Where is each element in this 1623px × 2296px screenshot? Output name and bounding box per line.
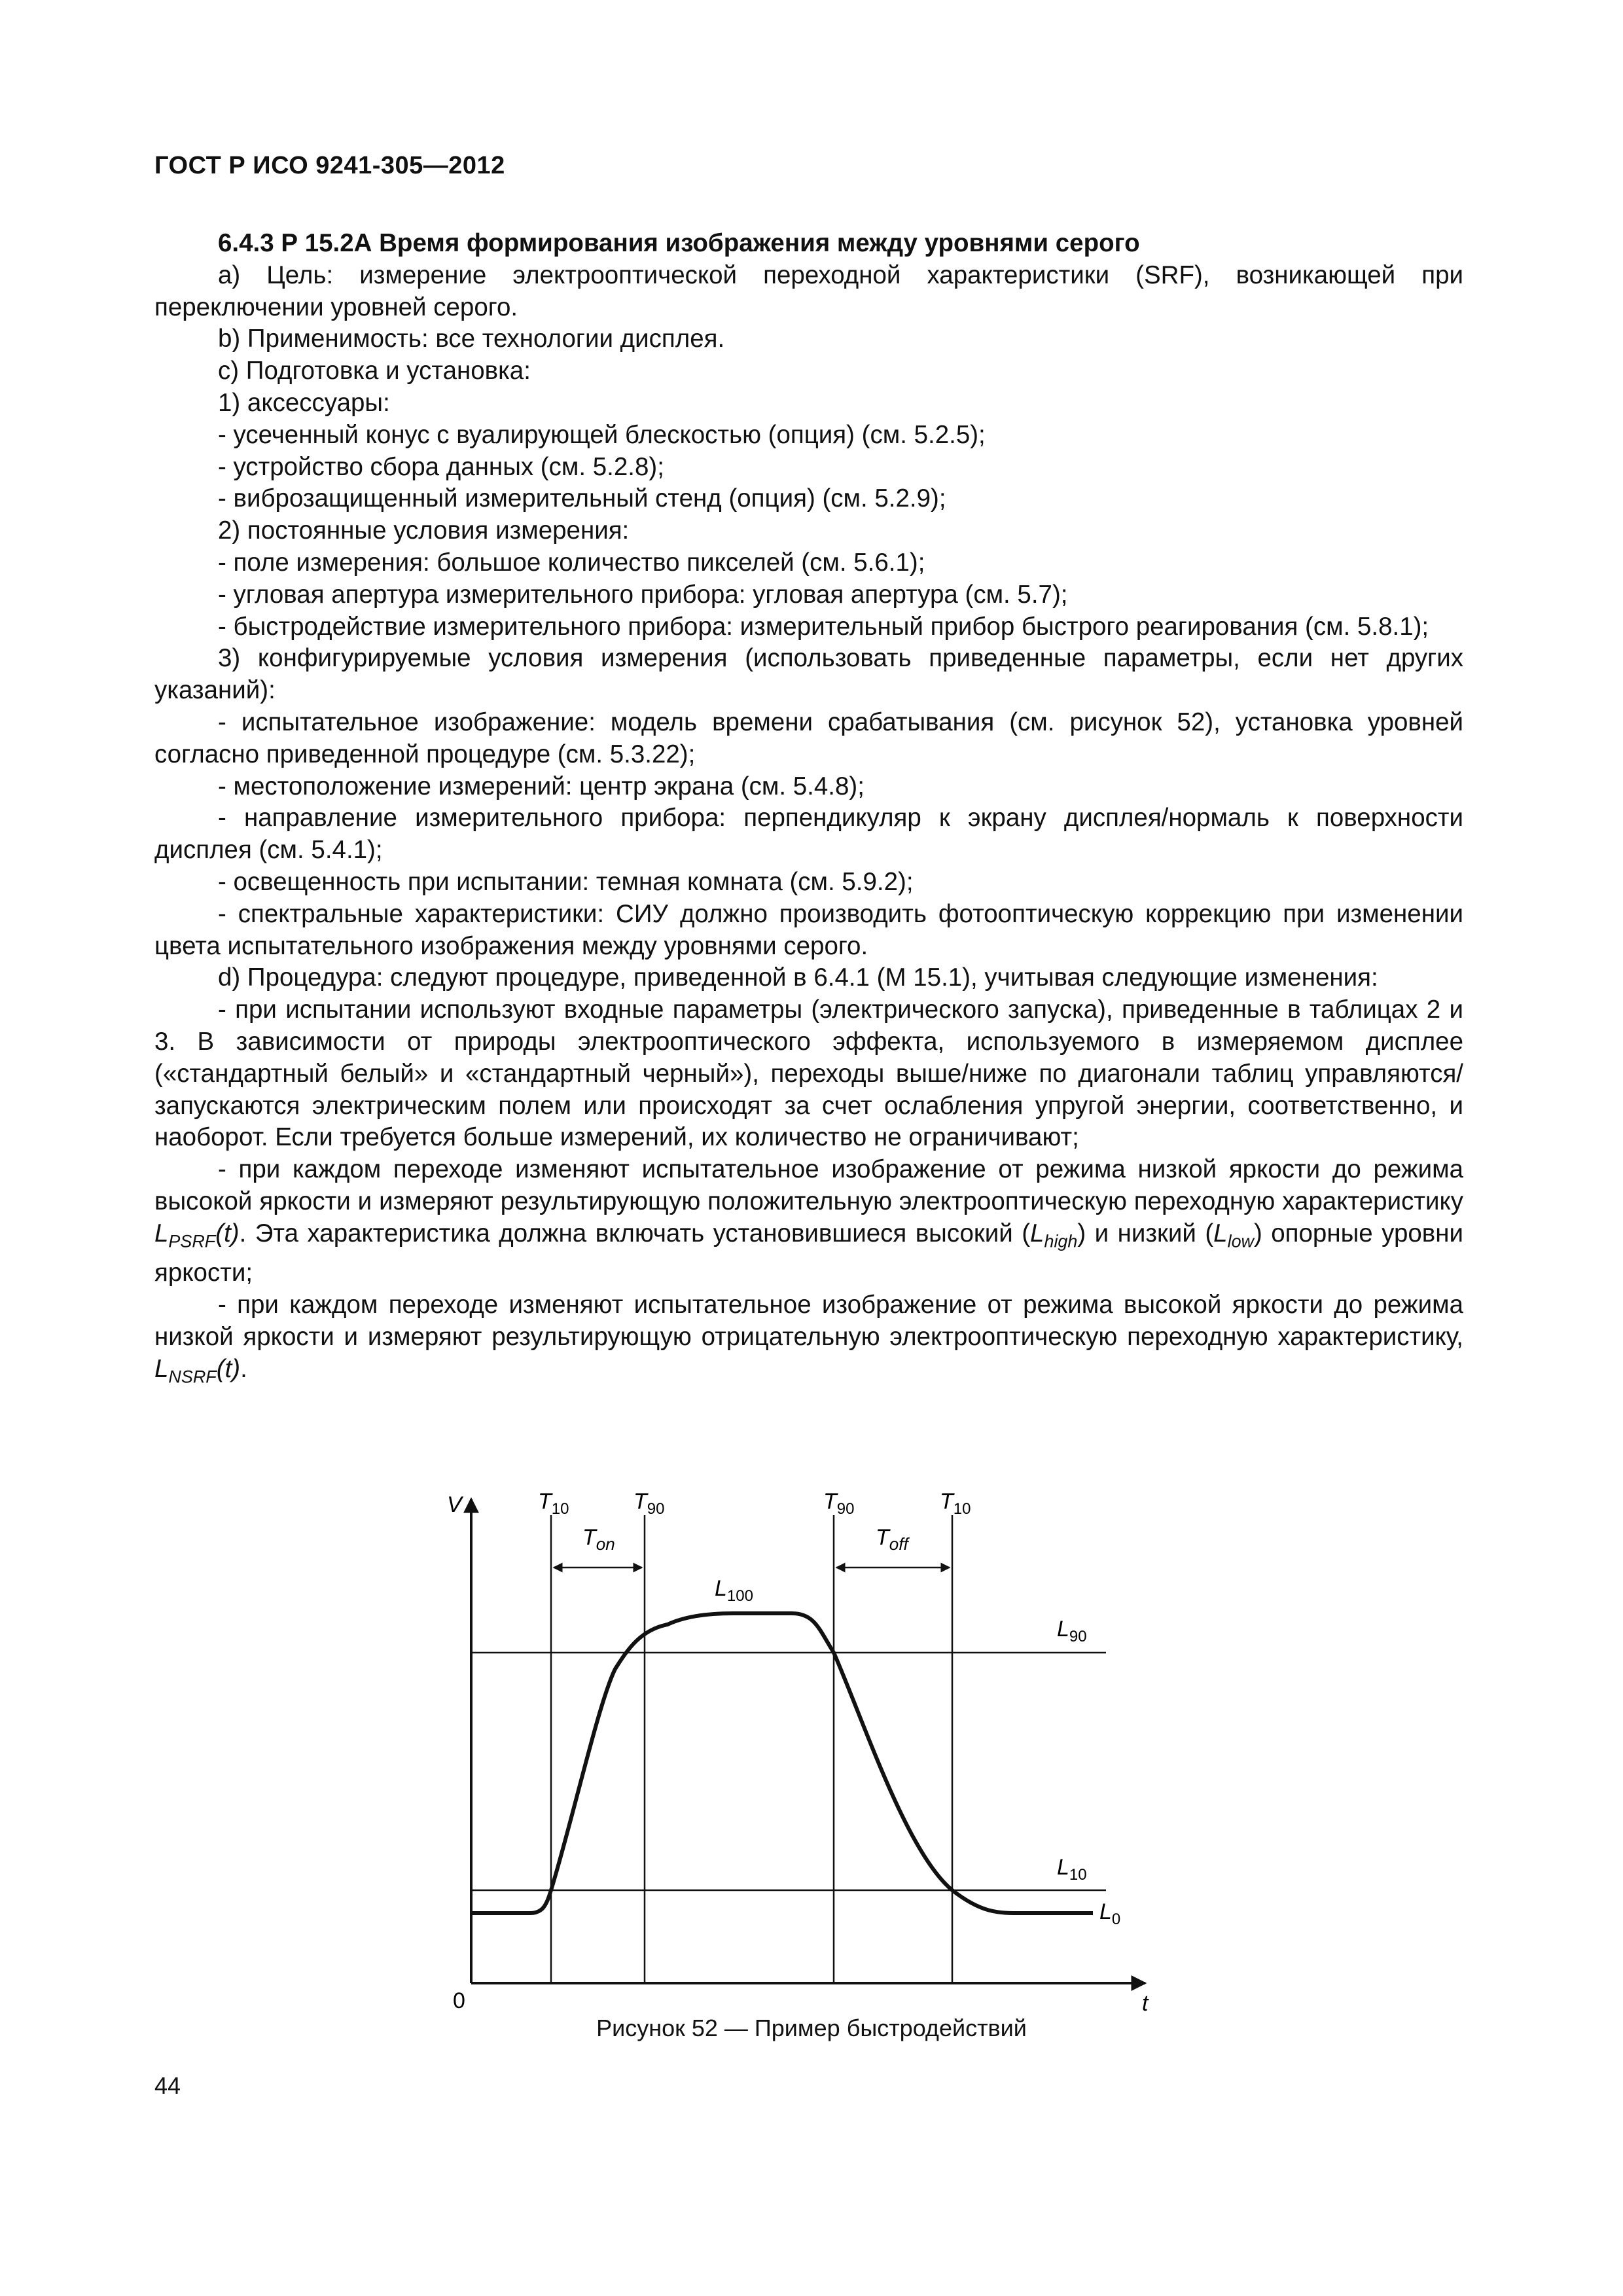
- label-base: T: [940, 1489, 954, 1514]
- formula-llow: [1213, 1219, 1254, 1251]
- paragraph-c1: 1) аксессуары:: [218, 388, 390, 417]
- formula-arg: (t): [216, 1354, 241, 1383]
- list-item: [154, 1154, 1463, 1289]
- formula-base: L: [1213, 1219, 1228, 1247]
- list-item: - местоположение измерений: центр экрана (см. 5.4.8);: [218, 772, 865, 800]
- label-base: L: [1057, 1855, 1069, 1880]
- label-sub: 90: [647, 1500, 665, 1518]
- list-item: - испытательное изображение: модель времени срабатывания (см. рисунок 52), установка уровней согласно приведенной процедуре (см. 5.3.22);: [154, 708, 1463, 768]
- paragraph-c3: 3) конфигурируемые условия измерения (использовать приведенные параметры, если нет других указаний):: [154, 644, 1463, 705]
- label-t10-left: [538, 1489, 569, 1518]
- formula-base: L: [154, 1354, 169, 1383]
- label-toff: [876, 1525, 910, 1554]
- label-sub: 90: [836, 1500, 855, 1518]
- list-item: - угловая апертура измерительного прибора: угловая апертура (см. 5.7);: [218, 580, 1068, 609]
- label-base: L: [715, 1576, 727, 1601]
- formula-sub: NSRF: [168, 1367, 217, 1387]
- paragraph-c2: 2) постоянные условия измерения:: [218, 516, 630, 545]
- text-run: - при каждом переходе изменяют испытательное изображение от режима высокой яркости до режима низкой яркости и измеряют результирующую отрицательную электрооптическую переходную характеристику,: [154, 1290, 1463, 1351]
- y-axis-label: V: [447, 1492, 462, 1517]
- label-base: T: [823, 1489, 837, 1514]
- label-sub: off: [889, 1534, 908, 1554]
- formula-sub: PSRF: [168, 1231, 216, 1251]
- paragraph-c: с) Подготовка и установка:: [218, 357, 531, 386]
- list-item: - виброзащищенный измерительный стенд (опция) (см. 5.2.9);: [218, 484, 946, 513]
- list-item: - освещенность при испытании: темная комната (см. 5.9.2);: [218, 867, 914, 896]
- formula-base: L: [154, 1219, 169, 1247]
- text-run: .: [240, 1354, 247, 1383]
- list-item: - устройство сбора данных (см. 5.2.8);: [218, 452, 664, 481]
- label-sub: 10: [551, 1500, 569, 1518]
- label-base: T: [582, 1525, 596, 1550]
- formula-base: L: [1030, 1219, 1044, 1247]
- list-item: - поле измерения: большое количество пикселей (см. 5.6.1);: [218, 548, 925, 577]
- response-curve: [471, 1613, 1093, 1913]
- list-item: - при испытании используют входные параметры (электрического запуска), приведенные в таблицах 2 и 3. В зависимости от природы электрооптического эффекта, используемого в измеряемом дисплее («стандартный белый» и «стандартный черный»), переходы выше/ниже по диагонали таблиц управляются/запускаются электрическим полем или происходят за счет ослабления упругой энергии, соответственно, и наоборот. Если требуется больше измерений, их количество не ограничивают;: [154, 996, 1463, 1152]
- text-run: ) опорные уровни яркости;: [154, 1219, 1463, 1287]
- response-time-diagram: [445, 1479, 1198, 2016]
- label-sub: on: [596, 1534, 615, 1554]
- label-l100: [715, 1576, 753, 1605]
- label-l10: [1057, 1855, 1087, 1884]
- formula-sub: high: [1044, 1231, 1078, 1251]
- label-base: T: [633, 1489, 647, 1514]
- text-run: ) и низкий (: [1077, 1219, 1214, 1247]
- text-run: - при каждом переходе изменяют испытательное изображение от режима низкой яркости до режима высокой яркости и измеряют результирующую положительную электрооптическую переходную характеристику: [154, 1155, 1463, 1215]
- formula-lnsrf: [154, 1354, 241, 1387]
- label-sub: 0: [1111, 1910, 1121, 1928]
- formula-lpsrf: [154, 1219, 240, 1251]
- label-base: L: [1099, 1899, 1112, 1924]
- label-base: L: [1057, 1617, 1069, 1641]
- document-header: ГОСТ Р ИСО 9241-305—2012: [154, 152, 505, 179]
- label-base: T: [538, 1489, 552, 1514]
- label-sub: 90: [1069, 1628, 1087, 1645]
- label-base: T: [876, 1525, 889, 1550]
- label-l0: [1099, 1899, 1120, 1928]
- list-item: - спектральные характеристики: СИУ должно производить фотооптическую коррекцию при изменении цвета испытательного изображения между уровнями серого.: [154, 899, 1463, 960]
- paragraph-a: а) Цель: измерение электрооптической переходной характеристики (SRF), возникающей при переключении уровней серого.: [154, 260, 1463, 321]
- formula-arg: (t): [215, 1219, 240, 1247]
- figure-caption: Рисунок 52 — Пример быстродействий: [596, 2015, 1027, 2041]
- label-l90: [1057, 1617, 1087, 1645]
- paragraph-b: b) Применимость: все технологии дисплея.: [218, 325, 725, 353]
- document-body: [154, 228, 1463, 1393]
- origin-label: 0: [453, 1988, 465, 2013]
- label-sub: 100: [726, 1587, 753, 1605]
- label-sub: 10: [953, 1500, 971, 1518]
- label-t90-right: [823, 1489, 854, 1518]
- list-item: - направление измерительного прибора: перпендикуляр к экрану дисплея/нормаль к поверхности дисплея (см. 5.4.1);: [154, 804, 1463, 865]
- section-title: 6.4.3 Р 15.2А Время формирования изображения между уровнями серого: [218, 229, 1140, 257]
- list-item: - усеченный конус с вуалирующей блескостью (опция) (см. 5.2.5);: [218, 420, 986, 449]
- label-t10-right: [940, 1489, 971, 1518]
- label-sub: 10: [1069, 1866, 1087, 1884]
- list-item: - быстродействие измерительного прибора: измерительный прибор быстрого реагирования (см. 5.8.1);: [218, 612, 1429, 641]
- formula-lhigh: [1030, 1219, 1078, 1251]
- list-item: [154, 1289, 1463, 1393]
- x-axis-label: t: [1142, 1991, 1149, 2016]
- figure-52: [445, 1479, 1198, 2016]
- label-ton: [582, 1525, 615, 1554]
- formula-sub: low: [1227, 1231, 1254, 1251]
- page-number: 44: [154, 2072, 181, 2099]
- label-t90-left: [633, 1489, 664, 1518]
- paragraph-d: d) Процедура: следуют процедуре, приведенной в 6.4.1 (М 15.1), учитывая следующие изменения:: [218, 963, 1378, 992]
- text-run: . Эта характеристика должна включать установившиеся высокий (: [239, 1219, 1031, 1247]
